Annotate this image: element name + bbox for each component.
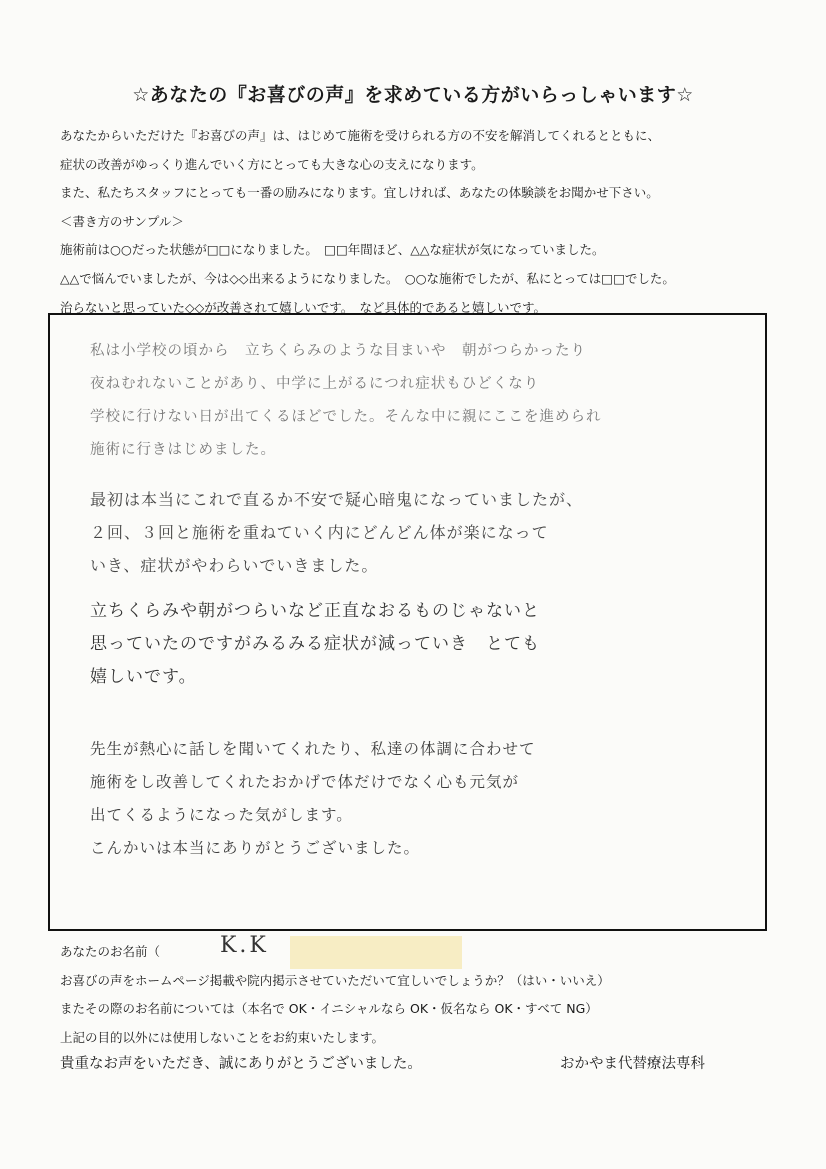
sample-heading: ＜書き方のサンプル＞ [60,213,184,229]
intro-line: また、私たちスタッフにとっても一番の励みになります。宜しければ、あなたの体験談をお聞かせ下さい。 [60,185,659,201]
sample-line: 施術前は○○だった状態が□□になりました。 □□年間ほど、△△な症状が気になっていました。 [60,242,605,258]
intro-line: 症状の改善がゆっくり進んでいく方にとっても大きな心の支えになります。 [60,156,484,172]
thanks-text: 貴重なお声をいただき、誠にありがとうございました。 [60,1056,422,1072]
intro-line: あなたからいただけた『お喜びの声』は、はじめて施術を受けられる方の不安を解消してくれるとともに、 [60,128,661,143]
handwritten-line: 学校に行けない日が出てくるほどでした。そんな中に親にここを進められ [90,409,602,425]
handwritten-line: 施術に行きはじめました。 [90,442,276,458]
handwritten-line: 思っていたのですがみるみる症状が減っていき とても [90,634,540,654]
footer [60,1052,760,1073]
sample-line: △△で悩んでいましたが、今は◇◇出来るようになりました。 ○○な施術でしたが、私にとっては□□でした。 [60,270,675,286]
handwritten-line: 立ちくらみや朝がつらいなど正直なおるものじゃないと [90,601,540,621]
name-label: あなたのお名前（ [60,944,161,959]
handwritten-line: 先生が熱心に話しを聞いてくれたり、私達の体調に合わせて [90,740,536,758]
handwritten-line: 出てくるようになった気がします。 [90,806,353,824]
clinic-name: おかやま代替療法専科 [560,1056,705,1072]
handwritten-line: 嬉しいです。 [90,667,197,687]
name-redaction [290,936,462,969]
consent-form [60,933,780,1052]
testimonial-box [48,313,767,931]
handwritten-line: こんかいは本当にありがとうございました。 [90,839,421,857]
intro-text [60,122,790,322]
testimonial-paragraph-3 [90,595,740,694]
testimonial-paragraph-4 [90,733,740,865]
handwritten-line: 私は小学校の頃から 立ちくらみのような目まいや 朝がつらかったり [90,343,586,359]
name-row [60,933,780,967]
handwritten-line: 夜ねむれないことがあり、中学に上がるにつれ症状もひどくなり [90,376,540,392]
name-usage-question: またその際のお名前については（本名で OK・イニシャルなら OK・仮名なら OK・すべて NG） [60,1001,598,1016]
handwritten-line: いき、症状がやわらいでいきました。 [90,556,379,575]
handwritten-line: 施術をし改善してくれたおかげで体だけでなく心も元気が [90,773,520,791]
testimonial-paragraph-2 [90,483,740,582]
sample-line: 治らないと思っていた◇◇が改善されて嬉しいです。 など具体的であると嬉しいです。 [60,299,546,315]
page-title: ☆あなたの『お喜びの声』を求めている方がいらっしゃいます☆ [132,84,694,106]
privacy-note: 上記の目的以外には使用しないことをお約束いたします。 [60,1029,385,1045]
testimonial-paragraph-1 [90,335,740,467]
publish-question: お喜びの声をホームページ掲載や院内掲示させていただいて宜しいでしょうか？（はい・いいえ） [60,972,610,988]
name-value[interactable]: K.K [220,933,269,958]
handwritten-line: ２回、３回と施術を重ねていく内にどんどん体が楽になって [90,523,549,542]
handwritten-line: 最初は本当にこれで直るか不安で疑心暗鬼になっていましたが、 [90,490,584,509]
